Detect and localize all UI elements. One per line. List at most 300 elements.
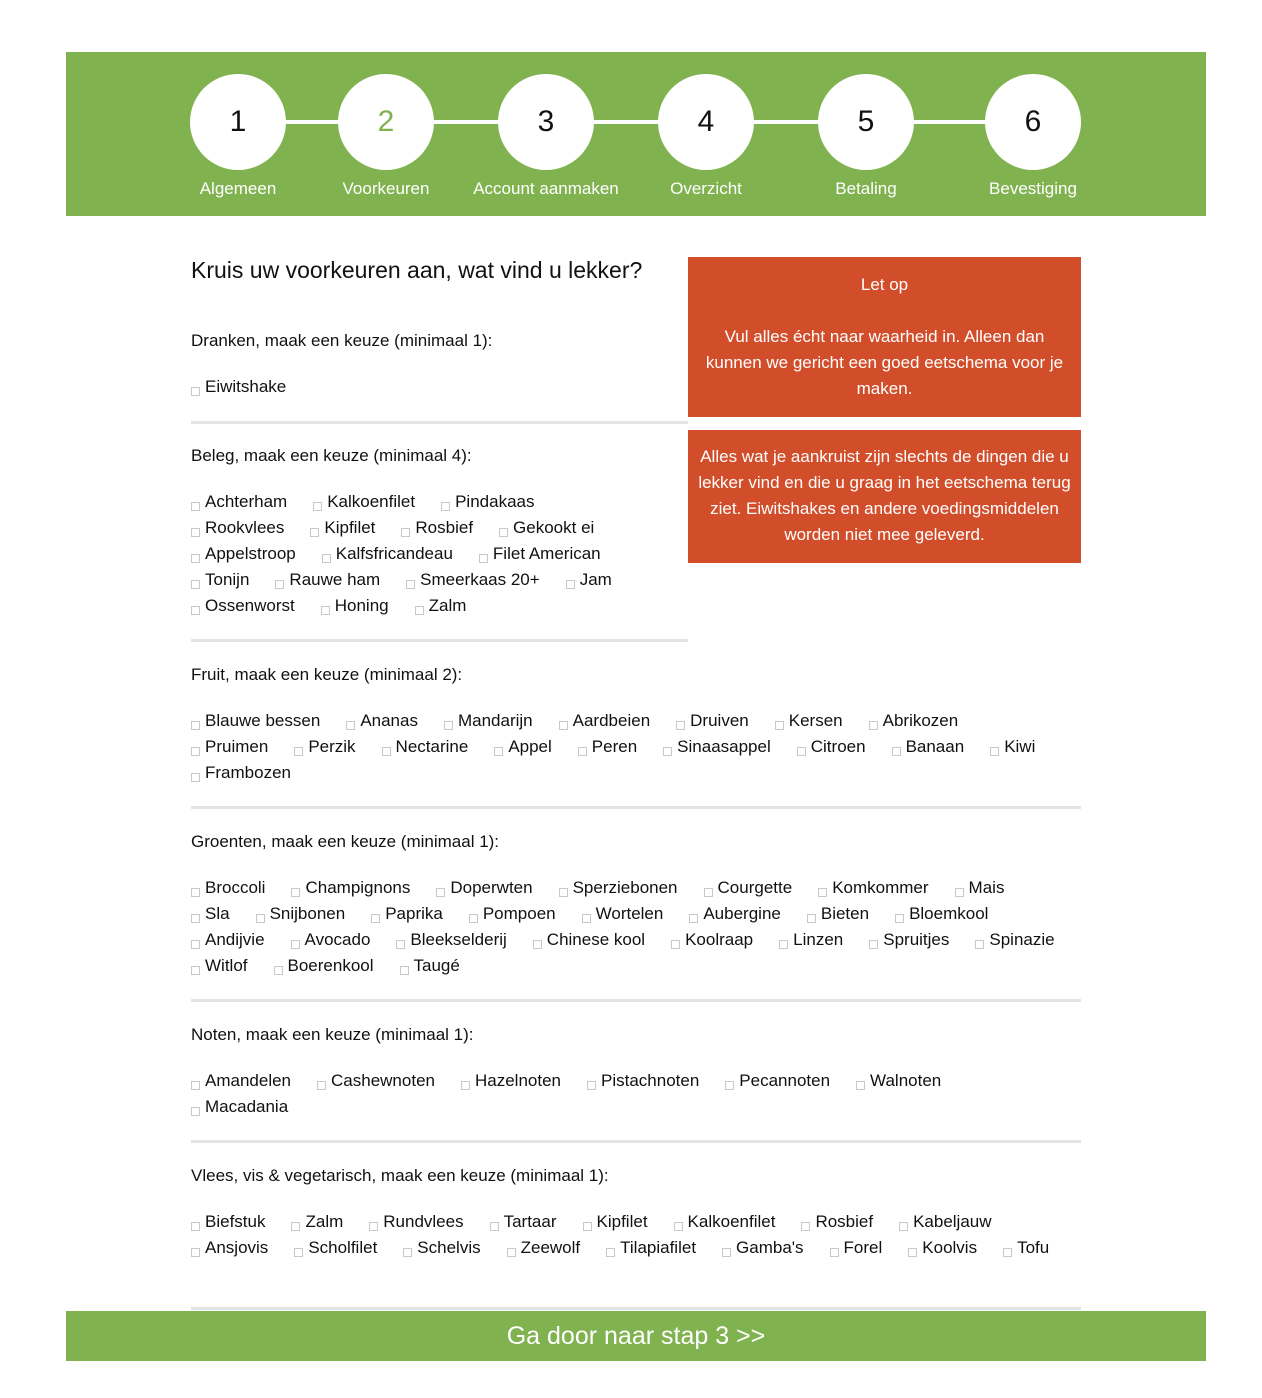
option-label: Tofu [1017,1238,1050,1257]
option-checkbox[interactable] [801,1209,873,1235]
option-checkbox[interactable] [291,875,410,901]
option-checkbox[interactable] [191,593,295,619]
checkbox[interactable] [191,747,200,756]
option-label: Snijbonen [269,904,346,923]
option-checkbox[interactable] [274,953,374,979]
options-list [191,374,671,400]
divider [191,806,1081,809]
option-checkbox[interactable] [856,1068,941,1094]
option-checkbox[interactable] [869,927,949,953]
checkbox[interactable] [801,1222,810,1231]
option-checkbox[interactable] [566,567,612,593]
step-2-number: 2 [338,74,434,170]
checkbox[interactable] [191,1248,200,1257]
option-checkbox[interactable] [663,734,771,760]
option-label: Kalkoenfilet [687,1212,776,1231]
option-checkbox[interactable] [869,708,959,734]
divider [191,999,1081,1002]
option-checkbox[interactable] [722,1235,804,1261]
checkbox[interactable] [583,1222,592,1231]
checkbox[interactable] [401,528,410,537]
option-label: Wortelen [595,904,664,923]
option-checkbox[interactable] [469,901,556,927]
section-groenten [191,829,1081,979]
checkbox[interactable] [469,914,478,923]
option-checkbox[interactable] [191,901,230,927]
option-label: Bleekselderij [410,930,507,949]
option-label: Abrikozen [882,711,959,730]
checkbox[interactable] [441,502,450,511]
option-label: Taugé [413,956,460,975]
option-label: Kiwi [1004,737,1036,756]
option-checkbox[interactable] [256,901,346,927]
option-label: Mais [968,878,1005,897]
options-list [191,489,671,619]
option-checkbox[interactable] [674,1209,776,1235]
checkbox[interactable] [559,888,568,897]
checkbox[interactable] [406,580,415,589]
step-6-number: 6 [985,74,1081,170]
section-title: Beleg, maak een keuze (minimaal 4): [191,446,472,465]
option-checkbox[interactable] [990,734,1035,760]
checkbox[interactable] [479,554,488,563]
checkbox[interactable] [191,1107,200,1116]
option-checkbox[interactable] [779,927,843,953]
checkbox[interactable] [499,528,508,537]
option-checkbox[interactable] [676,708,749,734]
option-label: Smeerkaas 20+ [420,570,540,589]
option-checkbox[interactable] [818,875,928,901]
option-checkbox[interactable] [975,927,1054,953]
option-label: Ansjovis [205,1238,269,1257]
checkbox[interactable] [310,528,319,537]
divider [191,1140,1081,1143]
checkbox[interactable] [291,888,300,897]
checkbox[interactable] [291,1222,300,1231]
checkbox[interactable] [830,1248,839,1257]
option-checkbox[interactable] [704,875,793,901]
checkbox[interactable] [382,747,391,756]
option-checkbox[interactable] [401,515,473,541]
option-label: Pruimen [205,737,269,756]
option-label: Druiven [690,711,749,730]
checkbox[interactable] [704,888,713,897]
step-6 [953,74,1113,199]
option-checkbox[interactable] [371,901,443,927]
option-label: Sperziebonen [572,878,678,897]
step-2-label: Voorkeuren [342,179,430,198]
option-label: Kalfsfricandeau [335,544,453,563]
continue-button[interactable]: Ga door naar stap 3 >> [66,1311,1206,1361]
checkbox[interactable] [346,721,355,730]
checkbox[interactable] [403,1248,412,1257]
option-checkbox[interactable] [322,541,453,567]
option-checkbox[interactable] [507,1235,581,1261]
options-list [191,1209,1081,1261]
checkbox[interactable] [191,502,200,511]
option-label: Spruitjes [883,930,950,949]
option-label: Gekookt ei [513,518,595,537]
option-checkbox[interactable] [313,489,415,515]
step-5-label: Betaling [835,179,897,198]
checkbox[interactable] [191,580,200,589]
option-label: Ananas [360,711,418,730]
option-checkbox[interactable] [559,875,678,901]
checkbox[interactable] [369,1222,378,1231]
checkbox[interactable] [191,940,200,949]
checkbox[interactable] [191,914,200,923]
checkbox[interactable] [797,747,806,756]
option-checkbox[interactable] [191,1094,288,1120]
option-label: Forel [843,1238,883,1257]
option-checkbox[interactable] [499,515,594,541]
checkbox[interactable] [674,1222,683,1231]
option-checkbox[interactable] [895,901,988,927]
option-label: Blauwe bessen [205,711,321,730]
section-title: Vlees, vis & vegetarisch, maak een keuze (minimaal 1): [191,1166,609,1185]
options-list [191,708,1081,786]
checkbox[interactable] [400,966,409,975]
option-label: Champignons [305,878,411,897]
option-label: Tilapiafilet [620,1238,697,1257]
step-3 [466,74,626,199]
option-label: Avocado [304,930,371,949]
option-label: Cashewnoten [331,1071,435,1090]
option-checkbox[interactable] [191,541,296,567]
checkbox[interactable] [869,721,878,730]
option-checkbox[interactable] [191,1209,265,1235]
option-label: Rauwe ham [289,570,381,589]
checkbox[interactable] [191,528,200,537]
option-label: Biefstuk [205,1212,266,1231]
option-label: Peren [591,737,638,756]
step-4 [626,74,786,199]
checkbox[interactable] [191,721,200,730]
checkbox[interactable] [436,888,445,897]
notice-body: Vul alles écht naar waarheid in. Alleen dan kunnen we gericht een goed eetschema voor je maken. [705,327,1064,398]
divider [191,421,688,424]
divider [191,639,688,642]
checkbox[interactable] [191,888,200,897]
checkbox[interactable] [294,1248,303,1257]
checkbox[interactable] [490,1222,499,1231]
checkbox[interactable] [294,747,303,756]
option-label: Pecannoten [739,1071,831,1090]
option-label: Ossenworst [205,596,295,615]
option-checkbox[interactable] [559,708,651,734]
option-label: Kipfilet [596,1212,648,1231]
option-label: Zeewolf [520,1238,581,1257]
checkbox[interactable] [191,387,200,396]
checkbox[interactable] [578,747,587,756]
checkbox[interactable] [321,606,330,615]
option-label: Pindakaas [455,492,535,511]
page-title: Kruis uw voorkeuren aan, wat vind u lekker? [191,257,643,283]
step-5-number: 5 [818,74,914,170]
option-checkbox[interactable] [406,567,540,593]
option-checkbox[interactable] [291,1209,343,1235]
option-checkbox[interactable] [775,708,843,734]
option-checkbox[interactable] [583,1209,648,1235]
checkbox[interactable] [533,940,542,949]
step-5 [786,74,946,199]
option-checkbox[interactable] [191,953,248,979]
option-label: Achterham [205,492,288,511]
option-label: Pistachnoten [601,1071,700,1090]
checkbox[interactable] [415,606,424,615]
option-label: Nectarine [395,737,469,756]
option-label: Kalkoenfilet [327,492,416,511]
checkbox[interactable] [856,1081,865,1090]
option-label: Doperwten [450,878,533,897]
checkbox[interactable] [779,940,788,949]
option-label: Filet American [492,544,601,563]
option-label: Jam [579,570,612,589]
section-title: Fruit, maak een keuze (minimaal 2): [191,665,463,684]
option-checkbox[interactable] [191,374,286,400]
checkbox[interactable] [722,1248,731,1257]
option-label: Tartaar [503,1212,557,1231]
options-list [191,875,1081,979]
checkbox[interactable] [955,888,964,897]
checkbox[interactable] [291,940,300,949]
step-4-number: 4 [658,74,754,170]
option-label: Kipfilet [324,518,376,537]
option-label: Rookvlees [205,518,285,537]
section-title: Dranken, maak een keuze (minimaal 1): [191,331,493,350]
checkbox[interactable] [191,1222,200,1231]
option-checkbox[interactable] [441,489,534,515]
option-label: Citroen [810,737,866,756]
option-checkbox[interactable] [415,593,467,619]
option-checkbox[interactable] [321,593,389,619]
option-checkbox[interactable] [400,953,460,979]
checkbox[interactable] [461,1081,470,1090]
option-checkbox[interactable] [191,1068,291,1094]
option-checkbox[interactable] [294,734,355,760]
section-title: Groenten, maak een keuze (minimaal 1): [191,832,500,851]
option-label: Macadania [205,1097,289,1116]
option-label: Sinaasappel [677,737,771,756]
option-checkbox[interactable] [396,927,506,953]
checkbox[interactable] [582,914,591,923]
option-label: Appel [508,737,552,756]
option-label: Tonijn [205,570,250,589]
option-checkbox[interactable] [578,734,637,760]
step-3-label: Account aanmaken [473,179,619,198]
option-checkbox[interactable] [369,1209,463,1235]
option-label: Courgette [717,878,793,897]
option-checkbox[interactable] [671,927,753,953]
option-label: Paprika [385,904,443,923]
option-label: Amandelen [205,1071,292,1090]
option-label: Broccoli [205,878,266,897]
checkbox[interactable] [587,1081,596,1090]
checkbox[interactable] [396,940,405,949]
checkbox[interactable] [275,580,284,589]
option-label: Zalm [305,1212,344,1231]
option-label: Walnoten [870,1071,942,1090]
checkbox[interactable] [975,940,984,949]
checkbox[interactable] [313,502,322,511]
option-checkbox[interactable] [689,901,781,927]
option-checkbox[interactable] [807,901,869,927]
option-label: Scholfilet [308,1238,378,1257]
option-checkbox[interactable] [908,1235,977,1261]
checkbox[interactable] [895,914,904,923]
option-checkbox[interactable] [317,1068,435,1094]
option-label: Schelvis [417,1238,481,1257]
option-label: Pompoen [482,904,556,923]
section-title: Noten, maak een keuze (minimaal 1): [191,1025,474,1044]
option-checkbox[interactable] [899,1209,991,1235]
option-checkbox[interactable] [191,515,284,541]
option-label: Banaan [905,737,965,756]
option-label: Spinazie [989,930,1055,949]
option-label: Zalm [428,596,467,615]
option-checkbox[interactable] [382,734,469,760]
option-label: Bloemkool [909,904,989,923]
checkbox[interactable] [807,914,816,923]
checkbox[interactable] [606,1248,615,1257]
checkbox[interactable] [256,914,265,923]
option-checkbox[interactable] [444,708,533,734]
option-checkbox[interactable] [461,1068,561,1094]
option-label: Andijvie [205,930,265,949]
checkbox[interactable] [689,914,698,923]
checkbox[interactable] [322,554,331,563]
option-label: Bieten [820,904,870,923]
checkbox[interactable] [818,888,827,897]
notice-info [688,430,1081,563]
checkbox[interactable] [869,940,878,949]
option-label: Chinese kool [546,930,646,949]
checkbox[interactable] [444,721,453,730]
notice-let-op [688,257,1081,417]
step-4-label: Overzicht [670,179,742,198]
option-checkbox[interactable] [191,734,268,760]
option-checkbox[interactable] [830,1235,883,1261]
option-label: Rosbief [815,1212,874,1231]
option-checkbox[interactable] [191,760,291,786]
checkbox[interactable] [191,554,200,563]
checkbox[interactable] [908,1248,917,1257]
option-checkbox[interactable] [797,734,866,760]
step-1-number: 1 [190,74,286,170]
option-label: Kabeljauw [913,1212,992,1231]
option-checkbox[interactable] [436,875,532,901]
option-label: Kersen [788,711,843,730]
option-checkbox[interactable] [191,927,265,953]
option-label: Boerenkool [287,956,374,975]
option-label: Perzik [308,737,356,756]
option-checkbox[interactable] [725,1068,830,1094]
option-checkbox[interactable] [403,1235,480,1261]
option-label: Appelstroop [205,544,296,563]
option-label: Sla [205,904,230,923]
option-checkbox[interactable] [346,708,418,734]
checkbox[interactable] [371,914,380,923]
checkbox[interactable] [899,1222,908,1231]
option-label: Rosbief [415,518,474,537]
checkbox[interactable] [274,966,283,975]
section-beleg [191,443,671,619]
option-checkbox[interactable] [955,875,1005,901]
checkbox[interactable] [507,1248,516,1257]
option-checkbox[interactable] [191,489,287,515]
option-checkbox[interactable] [275,567,380,593]
checkbox[interactable] [775,721,784,730]
divider [191,1307,1081,1310]
checkbox[interactable] [990,747,999,756]
option-checkbox[interactable] [892,734,965,760]
option-label: Gamba's [736,1238,804,1257]
section-vlees [191,1163,1081,1261]
checkbox[interactable] [191,1081,200,1090]
option-checkbox[interactable] [587,1068,699,1094]
options-list [191,1068,1081,1120]
checkbox[interactable] [317,1081,326,1090]
section-dranken [191,328,671,400]
notice-title: Let op [860,275,909,294]
notice-body: Alles wat je aankruist zijn slechts de dingen die u lekker vind en die u graag in het eetschema terug ziet. Eiwitshakes en andere voedingsmiddelen worden niet mee geleverd. [698,447,1071,544]
option-checkbox[interactable] [1003,1235,1049,1261]
option-checkbox[interactable] [479,541,601,567]
option-checkbox[interactable] [494,734,551,760]
option-checkbox[interactable] [191,875,265,901]
option-checkbox[interactable] [490,1209,557,1235]
option-label: Aardbeien [572,711,651,730]
option-label: Koolraap [685,930,754,949]
checkbox[interactable] [191,606,200,615]
checkbox[interactable] [663,747,672,756]
checkbox[interactable] [676,721,685,730]
step-1 [158,74,318,199]
step-6-label: Bevestiging [989,179,1077,198]
checkbox[interactable] [559,721,568,730]
option-label: Rundvlees [383,1212,464,1231]
option-checkbox[interactable] [191,1235,268,1261]
checkbox[interactable] [892,747,901,756]
option-label: Frambozen [205,763,291,782]
section-noten [191,1022,1081,1120]
step-3-number: 3 [498,74,594,170]
step-1-label: Algemeen [199,179,277,198]
option-label: Eiwitshake [205,377,287,396]
option-label: Linzen [793,930,844,949]
option-checkbox[interactable] [582,901,664,927]
checkbox[interactable] [494,747,503,756]
option-checkbox[interactable] [191,708,320,734]
option-checkbox[interactable] [533,927,645,953]
option-label: Komkommer [832,878,929,897]
checkbox[interactable] [191,966,200,975]
checkbox[interactable] [191,773,200,782]
option-label: Koolvis [922,1238,978,1257]
checkbox[interactable] [725,1081,734,1090]
option-label: Honing [334,596,389,615]
option-label: Aubergine [703,904,781,923]
option-checkbox[interactable] [191,567,249,593]
step-2 [306,74,466,199]
checkbox[interactable] [671,940,680,949]
option-checkbox[interactable] [291,927,371,953]
option-checkbox[interactable] [606,1235,696,1261]
checkbox[interactable] [1003,1248,1012,1257]
checkbox[interactable] [566,580,575,589]
option-checkbox[interactable] [310,515,375,541]
option-checkbox[interactable] [294,1235,377,1261]
